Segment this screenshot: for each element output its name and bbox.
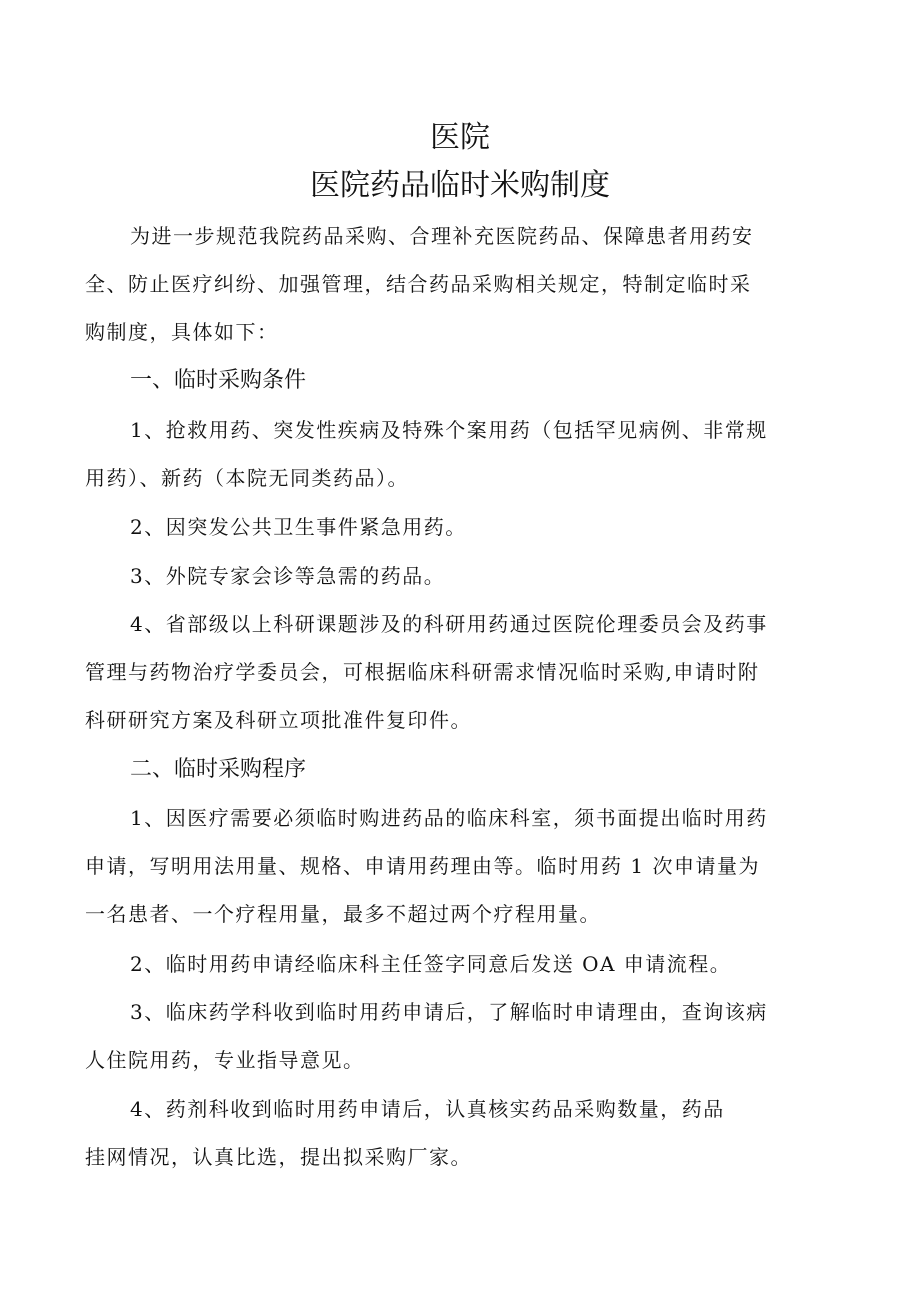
s1-item-1-line-1: 1、抢救用药、突发性疾病及特殊个案用药（包括罕见病例、非常规 — [130, 418, 768, 442]
s2-item-2-line-1: 2、临时用药申请经临床科主任签字同意后发送 OA 申请流程。 — [130, 952, 732, 976]
intro-line-2: 全、防止医疗纠纷、加强管理，结合药品采购相关规定，特制定临时采 — [85, 272, 752, 296]
s2-item-4-line-1: 4、药剂科收到临时用药申请后，认真核实药品采购数量，药品 — [130, 1097, 725, 1121]
intro-line-3: 购制度，具体如下： — [85, 320, 279, 344]
intro-line-1: 为进一步规范我院药品采购、合理补充医院药品、保障患者用药安 — [130, 224, 754, 248]
s2-item-3-line-2: 人住院用药，专业指导意见。 — [85, 1048, 365, 1072]
section-2-heading: 二、临时采购程序 — [130, 757, 307, 782]
s2-item-1-line-3: 一名患者、一个疗程用量，最多不超过两个疗程用量。 — [85, 902, 601, 926]
s2-item-1-line-1: 1、因医疗需要必须临时购进药品的临床科室，须书面提出临时用药 — [130, 806, 768, 830]
s2-item-1-line-2: 申请，写明用法用量、规格、申请用药理由等。临时用药 1 次申请量为 — [85, 854, 760, 878]
s1-item-4-line-3: 科研研究方案及科研立项批准件复印件。 — [85, 708, 472, 732]
s2-item-4-line-2: 挂网情况，认真比选，提出拟采购厂家。 — [85, 1145, 472, 1169]
s2-item-3-line-1: 3、临床药学科收到临时用药申请后，了解临时申请理由，查询该病 — [130, 1000, 768, 1024]
s1-item-1-line-2: 用药）、新药（本院无同类药品）。 — [85, 466, 409, 490]
s1-item-2-line-1: 2、因突发公共卫生事件紧急用药。 — [130, 515, 467, 539]
s1-item-4-line-2: 管理与药物治疗学委员会，可根据临床科研需求情况临时采购,申请时附 — [85, 660, 760, 684]
document-title: 医院药品临时米购制度 — [310, 168, 610, 203]
s1-item-4-line-1: 4、省部级以上科研课题涉及的科研用药通过医院伦理委员会及药事 — [130, 612, 768, 636]
section-1-heading: 一、临时采购条件 — [130, 368, 307, 393]
hospital-title: 医院 — [430, 120, 490, 155]
s1-item-3-line-1: 3、外院专家会诊等急需的药品。 — [130, 564, 446, 588]
